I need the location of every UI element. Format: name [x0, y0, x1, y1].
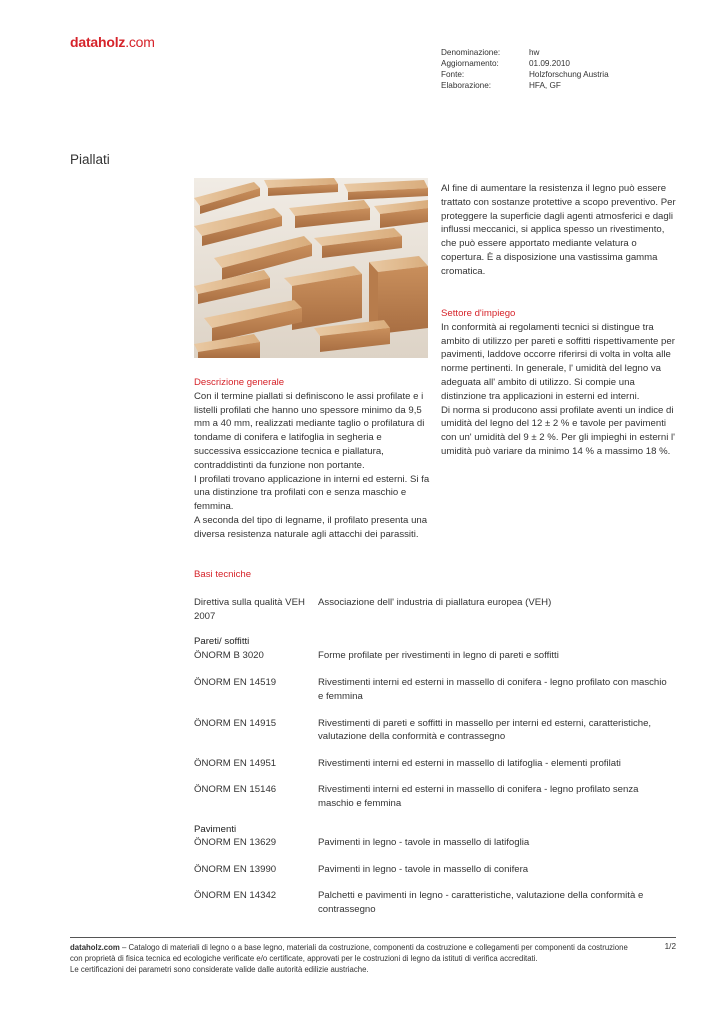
- meta-value: Holzforschung Austria: [529, 70, 609, 79]
- standard-row: [194, 717, 684, 744]
- standard-row: [194, 889, 684, 916]
- footer-line-2: Le certificazioni dei parametri sono considerate valide dalle autorità edilizie austriache.: [70, 965, 369, 974]
- logo-brand: dataholz: [70, 34, 126, 50]
- standard-code: ÖNORM EN 13990: [194, 863, 277, 875]
- timber-photo: [194, 178, 428, 358]
- standard-description: Rivestimenti interni ed esterni in massello di conifera - legno profilato senza maschio e femmina: [318, 784, 639, 809]
- meta-row: [441, 69, 609, 80]
- meta-label: Fonte:: [441, 70, 465, 79]
- page-number: 1/2: [664, 942, 676, 951]
- standard-row: [194, 863, 684, 877]
- footer-divider: [70, 937, 676, 938]
- descrizione-heading: Descrizione generale: [194, 377, 285, 388]
- standard-row: [194, 596, 684, 623]
- meta-row: [441, 47, 609, 58]
- standard-row: [194, 649, 684, 663]
- meta-value: hw: [529, 48, 540, 57]
- standard-code: ÖNORM EN 14951: [194, 757, 277, 769]
- group-heading: Pareti/ soffitti: [194, 636, 250, 648]
- standard-code: ÖNORM EN 14915: [194, 717, 277, 729]
- standard-description: Associazione dell' industria di piallatura europea (VEH): [318, 597, 552, 608]
- standard-code: ÖNORM EN 14342: [194, 890, 277, 902]
- standard-code: Direttiva sulla qualità VEH 2007: [194, 597, 305, 622]
- basi-heading: Basi tecniche: [194, 569, 252, 580]
- standard-description: Pavimenti in legno - tavole in massello di latifoglia: [318, 837, 530, 849]
- descrizione-paragraph-2: I profilati trovano applicazione in interni ed esterni. Si fa una distinzione tra profilati con e senza maschio e femmina.: [194, 473, 430, 513]
- page-title: Piallati: [70, 152, 110, 167]
- standard-code: ÖNORM EN 14519: [194, 677, 277, 689]
- meta-label: Elaborazione:: [441, 81, 492, 90]
- group-heading: Pavimenti: [194, 823, 237, 835]
- standard-row: [194, 836, 684, 850]
- standard-description: Rivestimenti di pareti e soffitti in massello per interni ed esterni, caratteristiche, valutazione della conformità e contrassegno: [318, 717, 652, 743]
- settore-section: [441, 307, 677, 459]
- standards-table: [194, 596, 684, 917]
- meta-value: HFA, GF: [529, 81, 561, 90]
- standard-row: [194, 783, 684, 810]
- document-metadata: [441, 47, 609, 91]
- descrizione-paragraph-1: Con il termine piallati si definiscono le assi profilate e i listelli profilati che hanno uno spessore minimo da 9,5 mm a 40 mm, realizzati mediante taglio o profilatura di tondame di conifera e latifoglia in segheria e successiva essiccazione tecnica e piallatura, contraddistinti da funzione non portante.: [194, 390, 425, 471]
- settore-heading: Settore d'impiego: [441, 308, 516, 319]
- planed-wood-illustration: [194, 178, 428, 358]
- meta-label: Aggiornamento:: [441, 59, 499, 68]
- meta-value: 01.09.2010: [529, 59, 570, 68]
- meta-label: Denominazione:: [441, 48, 501, 57]
- standard-description: Pavimenti in legno - tavole in massello di conifera: [318, 863, 529, 875]
- standard-description: Palchetti e pavimenti in legno - caratteristiche, valutazione della conformità e contrassegno: [318, 890, 644, 915]
- settore-paragraph-2: Di norma si producono assi profilate aventi un indice di umidità del legno del 12 ± 2 % e tavole per pavimenti con un' umidità del 9 ± 2 %. Per gli impieghi in esterni l' umidità può variare da minimo 14 % a massimo 18 %.: [441, 404, 675, 457]
- standard-row: [194, 676, 684, 703]
- footer-brand: dataholz.com: [70, 943, 120, 952]
- settore-paragraph-1: In conformità ai regolamenti tecnici si distingue tra ambito di utilizzo per pareti e soffitti rispettivamente per pavimenti, laddove occorre riferirsi di volta in volta alle norme pertinenti. In generale, l' umidità del legno va adeguata all' ambito di utilizzo. Si compie una distinzione tra applicazioni in esterni ed interni.: [441, 321, 675, 402]
- intro-text: Al fine di aumentare la resistenza il legno può essere trattato con sostanze protettive a scopo preventivo. Per proteggere la superficie dagli agenti atmosferici e dagli influssi meccanici, si applica spesso un rivestimento, che può essere apportato mediante velatura o copertura. È a disposizione una vastissima gamma cromatica.: [441, 183, 676, 277]
- standard-code: ÖNORM B 3020: [194, 649, 264, 661]
- logo-domain: .com: [125, 34, 155, 50]
- footer-line-1: – Catalogo di materiali di legno o a base legno, materiali da costruzione, componenti da costruzione e collegamenti per componenti da costruzione con proprietà di fisica tecnica ed ecologiche verificate e/o certificate, approvati per le costruzioni di legno da istituti di verifica accreditati.: [70, 943, 628, 963]
- standard-description: Rivestimenti interni ed esterni in massello di latifoglia - elementi profilati: [318, 757, 621, 769]
- intro-paragraph: [441, 182, 677, 279]
- standard-code: ÖNORM EN 13629: [194, 837, 277, 849]
- descrizione-section: [194, 376, 430, 542]
- site-logo: [70, 34, 155, 50]
- standard-description: Rivestimenti interni ed esterni in massello di conifera - legno profilato con maschio e femmina: [318, 677, 667, 702]
- standard-code: ÖNORM EN 15146: [194, 784, 277, 796]
- meta-row: [441, 80, 609, 91]
- descrizione-paragraph-3: A seconda del tipo di legname, il profilato presenta una diversa resistenza naturale agli attacchi dei parassiti.: [194, 514, 428, 540]
- meta-row: [441, 58, 609, 69]
- standard-row: [194, 757, 684, 771]
- footer-text: [70, 942, 630, 975]
- standard-description: Forme profilate per rivestimenti in legno di pareti e soffitti: [318, 649, 559, 661]
